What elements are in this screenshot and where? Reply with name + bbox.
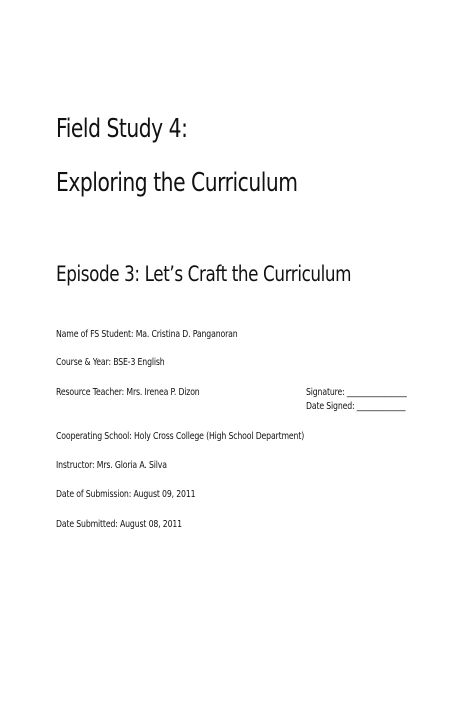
signature-field: Signature: ________________ [306,387,407,398]
instructor-field: Instructor: Mrs. Gloria A. Silva [56,460,167,471]
title-line-2: Exploring the Curriculum [56,168,298,198]
cooperating-school-field: Cooperating School: Holy Cross College (High School Department) [56,431,305,442]
date-of-submission-field: Date of Submission: August 09, 2011 [56,489,196,500]
date-submitted-field: Date Submitted: August 08, 2011 [56,519,182,530]
episode-heading: Episode 3: Let’s Craft the Curriculum [56,262,352,286]
course-year-field: Course & Year: BSE-3 English [56,357,165,368]
resource-teacher-field: Resource Teacher: Mrs. Irenea P. Dizon [56,387,200,398]
student-name-field: Name of FS Student: Ma. Cristina D. Panganoran [56,329,238,340]
date-signed-field: Date Signed: _____________ [306,401,406,412]
title-line-1: Field Study 4: [56,114,188,144]
